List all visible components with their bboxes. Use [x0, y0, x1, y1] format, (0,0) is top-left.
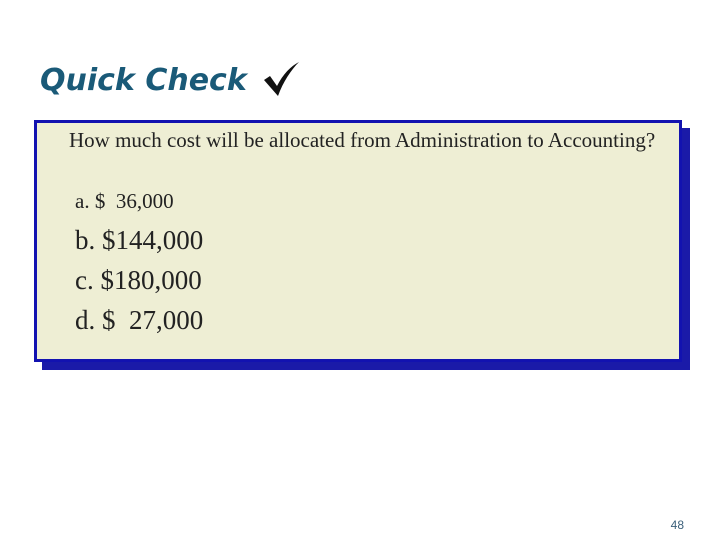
checkmark-icon [261, 60, 301, 100]
option-c[interactable]: c. $180,000 [75, 265, 202, 295]
slide-title [40, 60, 301, 100]
option-d[interactable]: d. $ 27,000 [75, 305, 204, 335]
slide-title-text: Quick Check [40, 62, 247, 98]
page-number: 48 [670, 518, 684, 532]
question-box [34, 120, 682, 362]
question-text: How much cost will be allocated from Administration to Accounting? [69, 128, 656, 152]
option-a[interactable]: a. $ 36,000 [75, 189, 174, 213]
option-b[interactable]: b. $144,000 [75, 225, 204, 255]
